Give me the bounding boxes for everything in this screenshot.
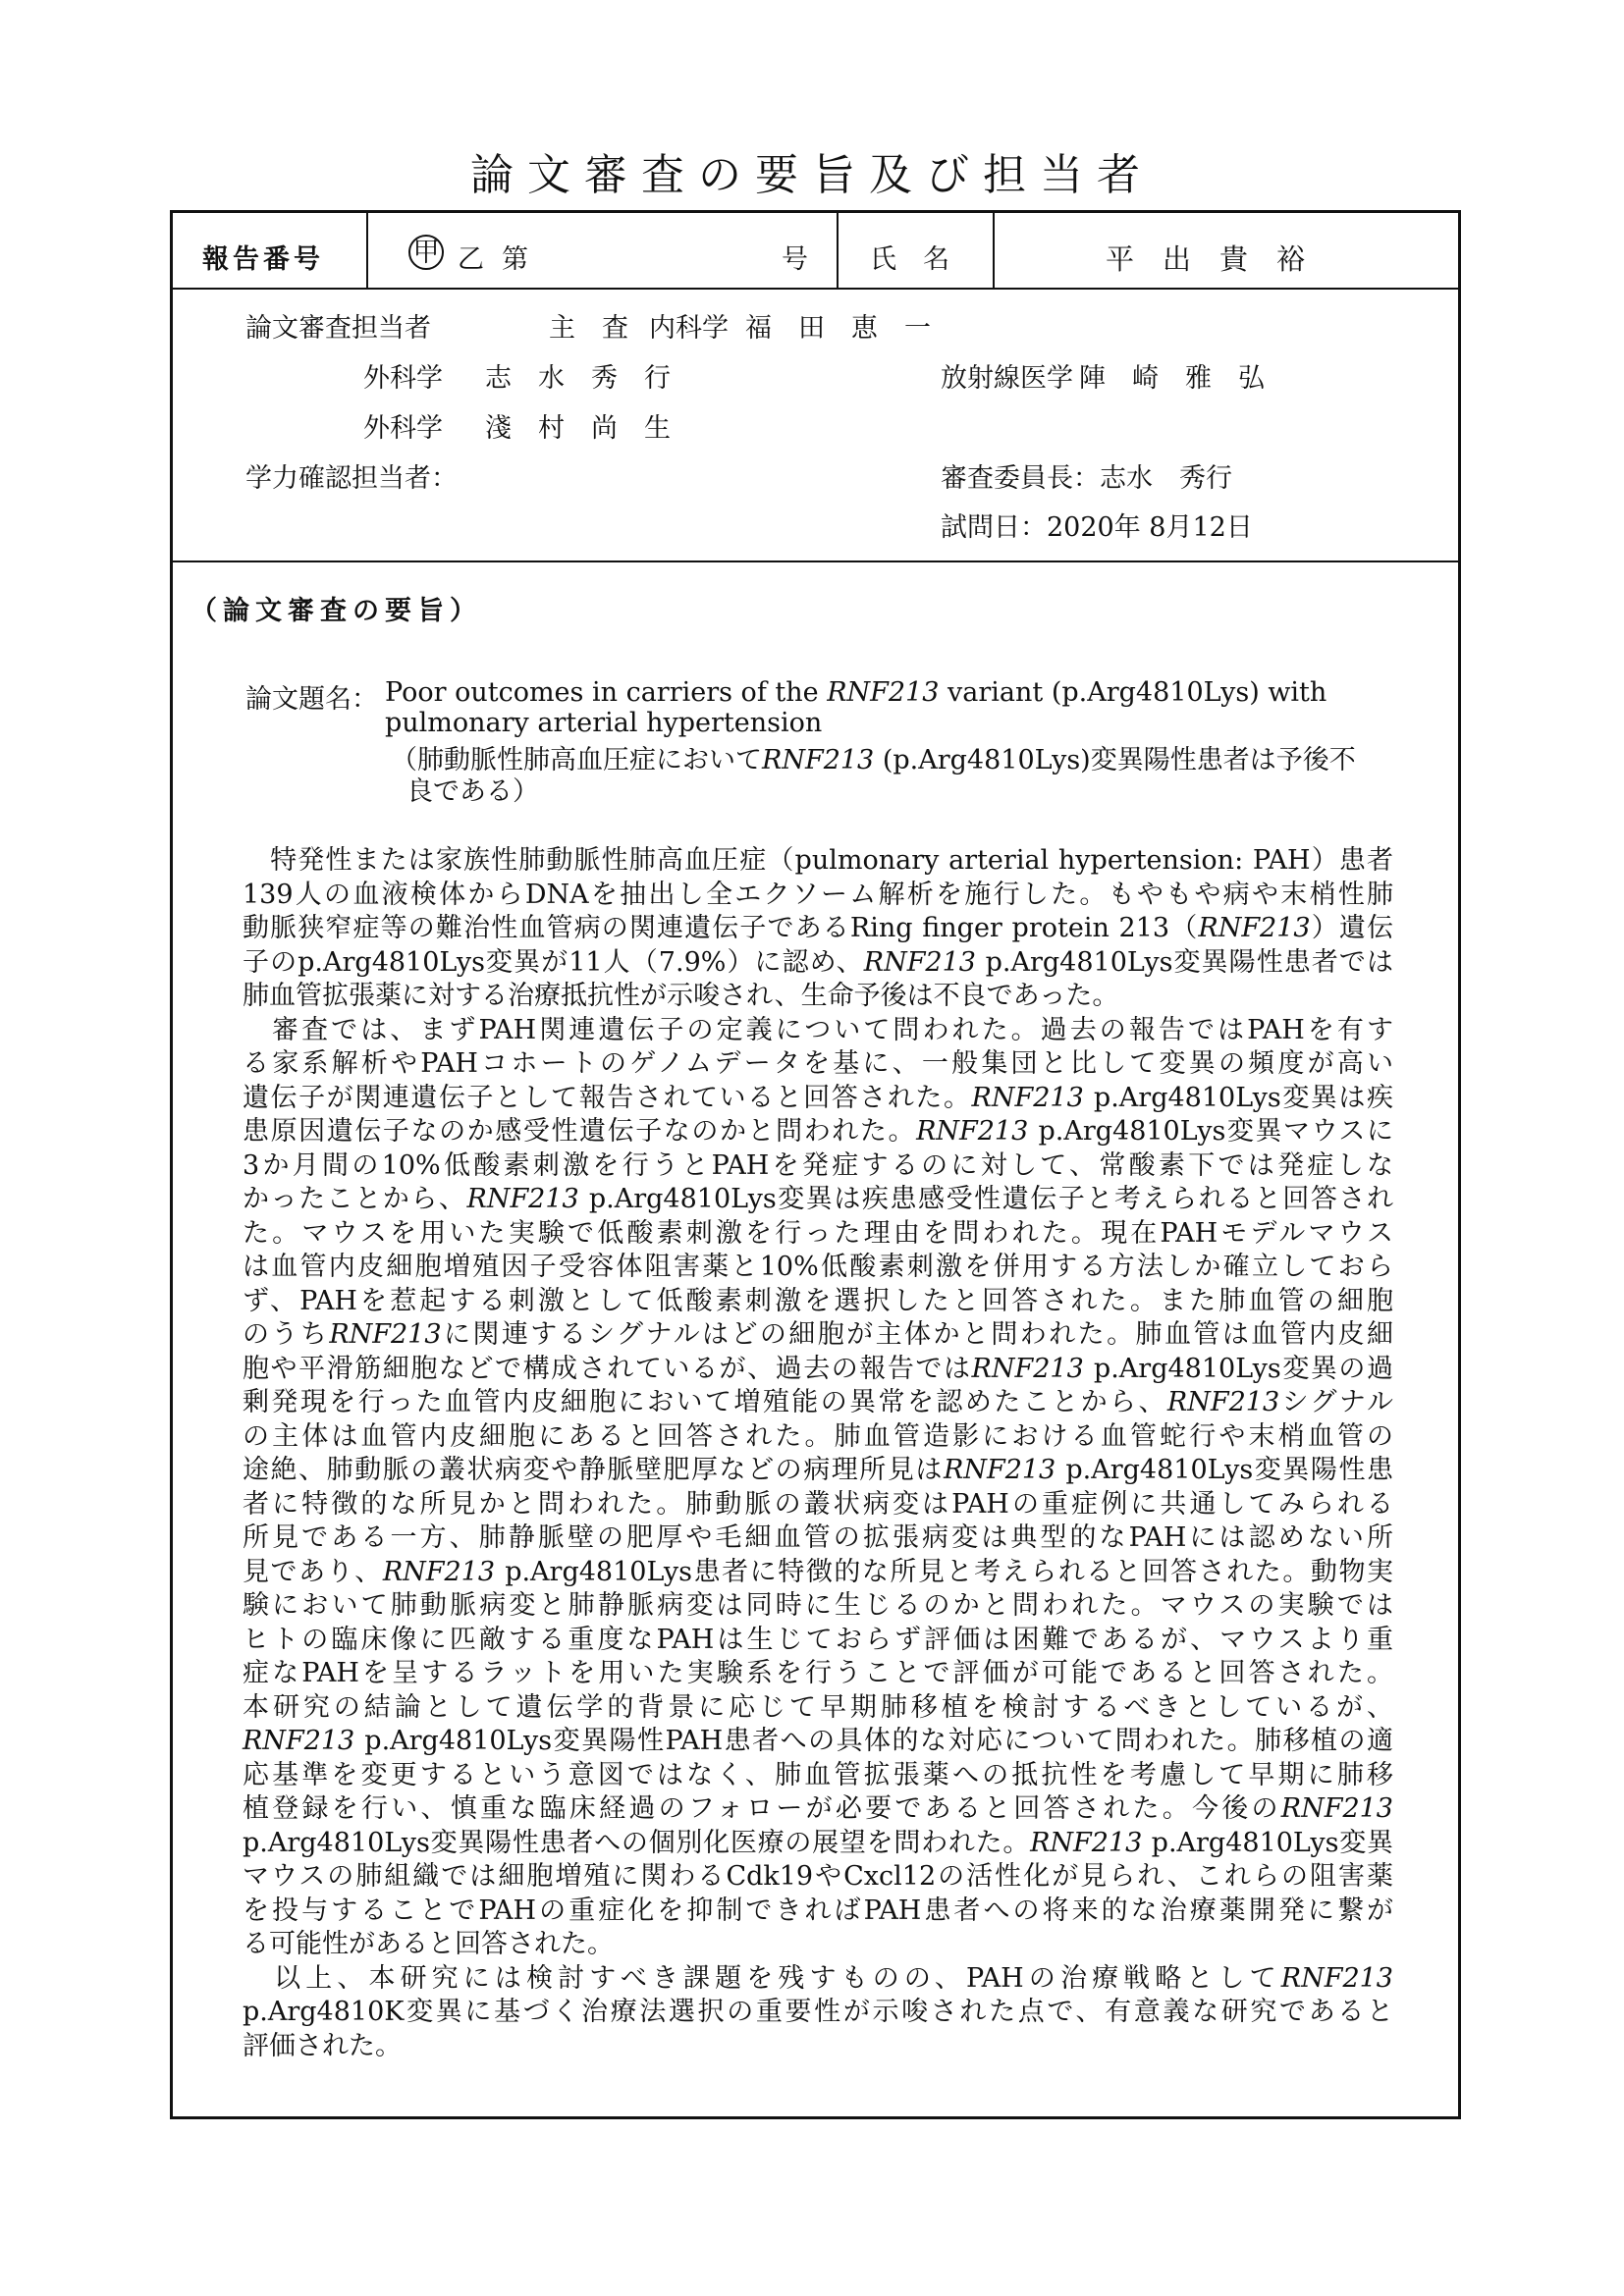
- thesis-title-ja: （肺動脈性肺高血圧症においてRNF213 (p.Arg4810Lys)変異陽性患者は予後不: [391, 745, 1356, 775]
- body-line: 途絶、肺動脈の叢状病変や静脈壁肥厚などの病理所見はRNF213 p.Arg4810Lys変異陽性患: [243, 1455, 1394, 1485]
- chief-role: 主 査: [549, 313, 628, 344]
- divider: [366, 213, 368, 290]
- body-line: 以上、本研究には検討すべき課題を残すものの、PAHの治療戦略としてRNF213: [243, 1962, 1393, 1994]
- gene-name: RNF213: [916, 1116, 1029, 1147]
- body-line: る家系解析やPAHコホートのゲノムデータを基に、一般集団と比して変異の頻度が高い: [243, 1048, 1393, 1079]
- body-line: p.Arg4810Lys変異陽性患者への個別化医療の展望を問われた。RNF213 p.Arg4810Lys変異: [243, 1827, 1393, 1858]
- summary-heading: （論文審査の要旨）: [190, 596, 482, 626]
- otsu-label: 乙: [458, 244, 484, 275]
- body-line: は血管内皮細胞増殖因子受容体阻害薬と10%低酸素刺激を併用する方法しか確立しておら: [243, 1252, 1393, 1282]
- candidate-name: 平 出 貴 裕: [1106, 242, 1306, 276]
- body-line: 見であり、RNF213 p.Arg4810Lys患者に特徴的な所見と考えられると回答された。動物実: [243, 1556, 1394, 1587]
- body-line: 者に特徴的な所見かと問われた。肺動脈の叢状病変はPAHの重症例に共通してみられる: [243, 1488, 1393, 1520]
- dai-label: 第: [502, 244, 528, 275]
- go-label: 号: [782, 244, 808, 275]
- body-line: 遺伝子が関連遺伝子として報告されていると回答された。RNF213 p.Arg4810Lys変異は疾: [243, 1082, 1393, 1113]
- member-name: 志 水 秀 行: [485, 363, 671, 394]
- gene-name: RNF213: [971, 1082, 1084, 1113]
- member-dept: 放射線医学: [941, 363, 1073, 394]
- body-line: 本研究の結論として遺伝学的背景に応じて早期肺移植を検討するべきとしているが、: [243, 1691, 1393, 1723]
- academic-examiner-label: 学力確認担当者：: [245, 463, 458, 494]
- committee-chair: 審査委員長：志水 秀行: [941, 463, 1232, 494]
- divider: [173, 561, 1458, 562]
- body-line: のうちRNF213に関連するシグナルはどの細胞が主体かと問われた。肺血管は血管内皮細: [243, 1319, 1394, 1350]
- body-line: 植登録を行い、慎重な臨床経過のフォローが必要であると回答された。今後のRNF213: [243, 1793, 1393, 1824]
- exam-date: 試問日：2020年 8月12日: [941, 512, 1253, 543]
- thesis-title-en: Poor outcomes in carriers of the RNF213 variant (p.Arg4810Lys) with: [385, 677, 1327, 708]
- body-line: 3か月間の10%低酸素刺激を行うとPAHを発症するのに対して、常酸素下では発症しな: [243, 1149, 1393, 1181]
- name-label: 氏 名: [870, 244, 949, 275]
- gene-name: RNF213: [1198, 913, 1311, 943]
- gene-name: RNF213: [944, 1455, 1056, 1485]
- body-line: 審査では、まずPAH関連遺伝子の定義について問われた。過去の報告ではPAHを有す: [243, 1014, 1393, 1045]
- body-line: る可能性があると回答された。: [243, 1929, 614, 1959]
- gene-name: RNF213: [466, 1184, 579, 1214]
- divider: [173, 288, 1458, 290]
- gene-name: RNF213: [243, 1726, 355, 1756]
- member-dept: 外科学: [363, 413, 443, 444]
- body-line: RNF213 p.Arg4810Lys変異陽性PAH患者への具体的な対応について問われた。肺移植の適: [243, 1726, 1393, 1756]
- gene-name: RNF213: [863, 946, 976, 978]
- body-line: 評価された。: [243, 2030, 402, 2061]
- gene-name: RNF213: [1280, 1962, 1393, 1994]
- thesis-label: 論文題名：: [245, 684, 378, 715]
- body-line: 子のp.Arg4810Lys変異が11人（7.9%）に認め、RNF213 p.Arg4810Lys変異陽性患者では: [243, 946, 1393, 978]
- body-line: た。マウスを用いた実験で低酸素刺激を行った理由を問われた。現在PAHモデルマウス: [243, 1217, 1393, 1249]
- chief-name: 福 田 恵 一: [745, 313, 931, 344]
- body-line: 動脈狭窄症等の難治性血管病の関連遺伝子であるRing finger protein 213（RNF213）遺伝: [243, 913, 1393, 943]
- body-line: ず、PAHを惹起する刺激として低酸素刺激を選択したと回答された。また肺血管の細胞: [243, 1285, 1393, 1316]
- member-name: 陣 崎 雅 弘: [1079, 363, 1265, 394]
- body-line: 験において肺動脈病変と肺静脈病変は同時に生じるのかと問われた。マウスの実験では: [243, 1590, 1393, 1621]
- member-dept: 外科学: [363, 363, 443, 394]
- body-line: 応基準を変更するという意図ではなく、肺血管拡張薬への抵抗性を考慮して早期に肺移: [243, 1759, 1393, 1790]
- gene-name: RNF213: [762, 745, 875, 775]
- summary-body: [243, 844, 1393, 2063]
- gene-name: RNF213: [1280, 1793, 1393, 1824]
- gene-name: RNF213: [382, 1556, 496, 1587]
- body-line: かったことから、RNF213 p.Arg4810Lys変異は疾患感受性遺伝子と考えられると回答され: [243, 1184, 1394, 1214]
- divider: [993, 213, 995, 290]
- report-number-label: 報告番号: [202, 244, 324, 275]
- body-line: ヒトの臨床像に匹敵する重度なPAHは生じておらず評価は困難であるが、マウスより重: [243, 1624, 1393, 1655]
- examiners-label: 論文審査担当者: [245, 313, 431, 344]
- gene-name: RNF213: [329, 1319, 442, 1350]
- body-line: の主体は血管内皮細胞にあると回答された。肺血管造影における血管蛇行や末梢血管の: [243, 1420, 1393, 1452]
- body-line: マウスの肺組織では細胞増殖に関わるCdk19やCxcl12の活性化が見られ、これらの阻害薬: [243, 1861, 1393, 1892]
- kou-circled: 甲: [408, 235, 444, 270]
- body-line: 所見である一方、肺静脈壁の肥厚や毛細血管の拡張病変は典型的なPAHには認めない所: [243, 1522, 1393, 1553]
- divider: [837, 213, 839, 290]
- body-line: 特発性または家族性肺動脈性肺高血圧症（pulmonary arterial hypertension: PAH）患者: [243, 845, 1393, 876]
- body-line: 肺血管拡張薬に対する治療抵抗性が示唆され、生命予後は不良であった。: [243, 981, 1119, 1011]
- body-line: p.Arg4810K変異に基づく治療法選択の重要性が示唆された点で、有意義な研究であると: [243, 1997, 1393, 2027]
- member-name: 淺 村 尚 生: [485, 413, 671, 444]
- gene-name: RNF213: [971, 1353, 1084, 1384]
- chief-dept: 内科学: [649, 313, 729, 344]
- body-line: を投与することでPAHの重症化を抑制できればPAH患者への将来的な治療薬開発に繋が: [243, 1895, 1393, 1926]
- body-line: 患原因遺伝子なのか感受性遺伝子なのかと問われた。RNF213 p.Arg4810Lys変異マウスに: [243, 1116, 1394, 1147]
- gene-name: RNF213: [1166, 1387, 1280, 1417]
- document-title: 論文審査の要旨及び担当者: [470, 150, 1154, 200]
- body-line: 剰発現を行った血管内皮細胞において増殖能の異常を認めたことから、RNF213シグナル: [243, 1387, 1393, 1417]
- body-line: 胞や平滑筋細胞などで構成されているが、過去の報告ではRNF213 p.Arg4810Lys変異の過: [243, 1353, 1393, 1384]
- body-line: 症なPAHを呈するラットを用いた実験系を行うことで評価が可能であると回答された。: [243, 1658, 1393, 1688]
- thesis-title-en-cont: pulmonary arterial hypertension: [385, 708, 823, 738]
- thesis-title-ja-cont: 良である）: [406, 776, 539, 807]
- body-line: 139人の血液検体からDNAを抽出し全エクソーム解析を施行した。もやもや病や末梢性肺: [243, 879, 1393, 910]
- gene-name: RNF213: [1030, 1827, 1143, 1858]
- gene-name: RNF213: [827, 677, 940, 708]
